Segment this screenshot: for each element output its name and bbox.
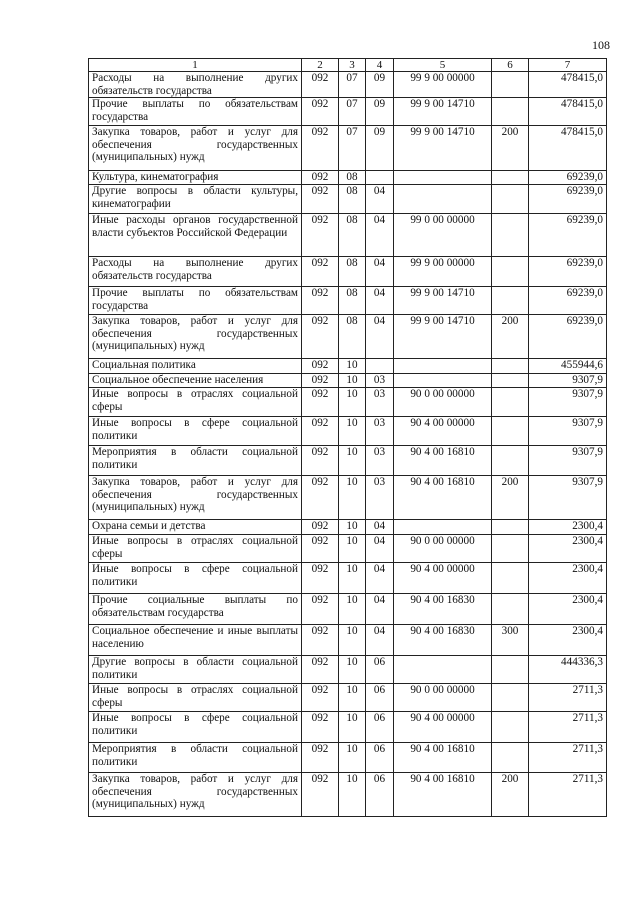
header-cell-4: 4: [366, 59, 394, 72]
row-pr-cell: 04: [366, 625, 394, 656]
row-vr-cell: [492, 535, 529, 563]
row-csr-cell: 90 4 00 16830: [394, 625, 492, 656]
table-body: [89, 72, 607, 817]
row-sum-cell: 69239,0: [529, 315, 607, 359]
table-row: [89, 625, 607, 656]
row-csr-cell: [394, 359, 492, 374]
row-ved-cell: 092: [302, 98, 339, 126]
row-name-cell: Закупка товаров, работ и услуг для обеспечения государственных (муниципальных) нужд: [89, 773, 302, 817]
row-ved-cell: 092: [302, 171, 339, 185]
row-vr-cell: 200: [492, 773, 529, 817]
row-rz-cell: 10: [339, 743, 366, 773]
row-csr-cell: 99 9 00 14710: [394, 287, 492, 315]
row-vr-cell: [492, 563, 529, 594]
row-pr-cell: 04: [366, 563, 394, 594]
row-rz-cell: 08: [339, 171, 366, 185]
header-cell-6: 6: [492, 59, 529, 72]
row-ved-cell: 092: [302, 684, 339, 712]
budget-table: [88, 58, 607, 817]
row-sum-cell: 2300,4: [529, 594, 607, 625]
row-pr-cell: 03: [366, 476, 394, 520]
row-pr-cell: 04: [366, 185, 394, 214]
table-row: [89, 712, 607, 743]
row-vr-cell: [492, 359, 529, 374]
row-name-cell: Социальная политика: [89, 359, 302, 374]
row-name-cell: Социальное обеспечение и иные выплаты населению: [89, 625, 302, 656]
row-rz-cell: 10: [339, 476, 366, 520]
row-name-cell: Другие вопросы в области культуры, кинематографии: [89, 185, 302, 214]
row-pr-cell: 09: [366, 72, 394, 98]
row-vr-cell: [492, 171, 529, 185]
row-csr-cell: [394, 520, 492, 535]
row-pr-cell: 04: [366, 257, 394, 287]
row-sum-cell: 69239,0: [529, 257, 607, 287]
row-vr-cell: [492, 388, 529, 417]
row-ved-cell: 092: [302, 287, 339, 315]
row-sum-cell: 69239,0: [529, 185, 607, 214]
table-row: [89, 656, 607, 684]
row-pr-cell: 04: [366, 287, 394, 315]
row-pr-cell: 06: [366, 712, 394, 743]
table-row: [89, 171, 607, 185]
row-vr-cell: [492, 374, 529, 388]
row-sum-cell: 478415,0: [529, 72, 607, 98]
row-rz-cell: 10: [339, 684, 366, 712]
row-csr-cell: 90 4 00 00000: [394, 417, 492, 446]
table-row: [89, 476, 607, 520]
row-vr-cell: [492, 684, 529, 712]
row-rz-cell: 10: [339, 712, 366, 743]
row-rz-cell: 10: [339, 446, 366, 476]
row-name-cell: Иные вопросы в отраслях социальной сферы: [89, 684, 302, 712]
row-name-cell: Иные расходы органов государственной власти субъектов Российской Федерации: [89, 214, 302, 257]
table-row: [89, 446, 607, 476]
row-ved-cell: 092: [302, 388, 339, 417]
row-csr-cell: [394, 185, 492, 214]
row-sum-cell: 9307,9: [529, 446, 607, 476]
row-csr-cell: 90 4 00 16810: [394, 773, 492, 817]
row-name-cell: Мероприятия в области социальной политики: [89, 446, 302, 476]
row-pr-cell: 06: [366, 743, 394, 773]
header-cell-3: 3: [339, 59, 366, 72]
row-vr-cell: 300: [492, 625, 529, 656]
header-cell-2: 2: [302, 59, 339, 72]
row-sum-cell: 69239,0: [529, 287, 607, 315]
row-pr-cell: 03: [366, 446, 394, 476]
row-csr-cell: 99 9 00 14710: [394, 98, 492, 126]
table-row: [89, 287, 607, 315]
row-csr-cell: 90 0 00 00000: [394, 684, 492, 712]
row-name-cell: Иные вопросы в отраслях социальной сферы: [89, 388, 302, 417]
row-rz-cell: 08: [339, 185, 366, 214]
table-row: [89, 315, 607, 359]
row-vr-cell: [492, 287, 529, 315]
row-name-cell: Иные вопросы в сфере социальной политики: [89, 712, 302, 743]
row-vr-cell: [492, 185, 529, 214]
row-ved-cell: 092: [302, 535, 339, 563]
row-csr-cell: 90 0 00 00000: [394, 535, 492, 563]
row-pr-cell: 03: [366, 388, 394, 417]
row-pr-cell: [366, 359, 394, 374]
row-sum-cell: 2711,3: [529, 684, 607, 712]
row-rz-cell: 10: [339, 388, 366, 417]
row-sum-cell: 478415,0: [529, 98, 607, 126]
header-cell-7: 7: [529, 59, 607, 72]
row-ved-cell: 092: [302, 476, 339, 520]
row-csr-cell: 99 9 00 14710: [394, 126, 492, 171]
header-cell-5: 5: [394, 59, 492, 72]
row-name-cell: Расходы на выполнение других обязательств государства: [89, 257, 302, 287]
row-sum-cell: 2300,4: [529, 625, 607, 656]
header-row: [89, 59, 607, 72]
row-name-cell: Иные вопросы в сфере социальной политики: [89, 417, 302, 446]
row-sum-cell: 455944,6: [529, 359, 607, 374]
row-vr-cell: [492, 743, 529, 773]
row-ved-cell: 092: [302, 594, 339, 625]
row-rz-cell: 10: [339, 374, 366, 388]
table-row: [89, 72, 607, 98]
row-rz-cell: 10: [339, 656, 366, 684]
row-rz-cell: 08: [339, 257, 366, 287]
row-rz-cell: 08: [339, 214, 366, 257]
row-rz-cell: 07: [339, 126, 366, 171]
row-csr-cell: 99 0 00 00000: [394, 214, 492, 257]
table-row: [89, 563, 607, 594]
row-sum-cell: 9307,9: [529, 476, 607, 520]
row-csr-cell: 99 9 00 14710: [394, 315, 492, 359]
row-pr-cell: 04: [366, 535, 394, 563]
row-ved-cell: 092: [302, 625, 339, 656]
row-vr-cell: [492, 257, 529, 287]
table-row: [89, 257, 607, 287]
table-row: [89, 388, 607, 417]
row-vr-cell: [492, 712, 529, 743]
row-vr-cell: 200: [492, 126, 529, 171]
row-ved-cell: 092: [302, 446, 339, 476]
row-sum-cell: 9307,9: [529, 388, 607, 417]
table-row: [89, 743, 607, 773]
row-vr-cell: 200: [492, 315, 529, 359]
row-rz-cell: 10: [339, 417, 366, 446]
row-name-cell: Иные вопросы в отраслях социальной сферы: [89, 535, 302, 563]
row-sum-cell: 69239,0: [529, 214, 607, 257]
row-sum-cell: 9307,9: [529, 374, 607, 388]
table-row: [89, 359, 607, 374]
row-csr-cell: 90 4 00 16810: [394, 743, 492, 773]
row-pr-cell: 06: [366, 773, 394, 817]
row-csr-cell: [394, 374, 492, 388]
row-pr-cell: 06: [366, 656, 394, 684]
row-ved-cell: 092: [302, 417, 339, 446]
row-rz-cell: 10: [339, 773, 366, 817]
row-vr-cell: [492, 520, 529, 535]
row-sum-cell: 2711,3: [529, 712, 607, 743]
row-rz-cell: 07: [339, 98, 366, 126]
row-csr-cell: 90 0 00 00000: [394, 388, 492, 417]
row-vr-cell: 200: [492, 476, 529, 520]
row-csr-cell: 90 4 00 16810: [394, 476, 492, 520]
table-row: [89, 684, 607, 712]
row-pr-cell: 04: [366, 315, 394, 359]
row-csr-cell: 90 4 00 00000: [394, 563, 492, 594]
row-name-cell: Социальное обеспечение населения: [89, 374, 302, 388]
table-row: [89, 520, 607, 535]
row-name-cell: Прочие выплаты по обязательствам государства: [89, 287, 302, 315]
row-sum-cell: 2300,4: [529, 520, 607, 535]
row-name-cell: Закупка товаров, работ и услуг для обеспечения государственных (муниципальных) нужд: [89, 476, 302, 520]
row-ved-cell: 092: [302, 374, 339, 388]
row-csr-cell: 99 9 00 00000: [394, 257, 492, 287]
row-ved-cell: 092: [302, 185, 339, 214]
row-vr-cell: [492, 72, 529, 98]
row-name-cell: Иные вопросы в сфере социальной политики: [89, 563, 302, 594]
row-sum-cell: 2300,4: [529, 535, 607, 563]
table-row: [89, 535, 607, 563]
table-row: [89, 594, 607, 625]
row-csr-cell: 90 4 00 00000: [394, 712, 492, 743]
row-ved-cell: 092: [302, 126, 339, 171]
row-pr-cell: [366, 171, 394, 185]
row-vr-cell: [492, 656, 529, 684]
row-rz-cell: 10: [339, 535, 366, 563]
row-pr-cell: 03: [366, 374, 394, 388]
table-row: [89, 417, 607, 446]
row-pr-cell: 06: [366, 684, 394, 712]
row-vr-cell: [492, 98, 529, 126]
header-cell-1: 1: [89, 59, 302, 72]
row-name-cell: Другие вопросы в области социальной политики: [89, 656, 302, 684]
row-ved-cell: 092: [302, 214, 339, 257]
row-name-cell: Мероприятия в области социальной политики: [89, 743, 302, 773]
row-name-cell: Расходы на выполнение других обязательств государства: [89, 72, 302, 98]
row-rz-cell: 10: [339, 359, 366, 374]
row-csr-cell: 99 9 00 00000: [394, 72, 492, 98]
row-sum-cell: 2300,4: [529, 563, 607, 594]
row-rz-cell: 10: [339, 625, 366, 656]
row-pr-cell: 04: [366, 520, 394, 535]
table-row: [89, 374, 607, 388]
row-pr-cell: 09: [366, 126, 394, 171]
row-sum-cell: 2711,3: [529, 773, 607, 817]
row-pr-cell: 04: [366, 214, 394, 257]
row-pr-cell: 04: [366, 594, 394, 625]
table-row: [89, 185, 607, 214]
row-csr-cell: [394, 656, 492, 684]
row-rz-cell: 08: [339, 287, 366, 315]
table-row: [89, 126, 607, 171]
row-name-cell: Закупка товаров, работ и услуг для обеспечения государственных (муниципальных) нужд: [89, 315, 302, 359]
row-ved-cell: 092: [302, 656, 339, 684]
row-ved-cell: 092: [302, 315, 339, 359]
row-ved-cell: 092: [302, 72, 339, 98]
row-name-cell: Охрана семьи и детства: [89, 520, 302, 535]
row-sum-cell: 69239,0: [529, 171, 607, 185]
row-sum-cell: 9307,9: [529, 417, 607, 446]
row-vr-cell: [492, 214, 529, 257]
row-vr-cell: [492, 594, 529, 625]
table-row: [89, 214, 607, 257]
row-vr-cell: [492, 417, 529, 446]
row-rz-cell: 10: [339, 563, 366, 594]
row-pr-cell: 03: [366, 417, 394, 446]
row-ved-cell: 092: [302, 712, 339, 743]
row-name-cell: Прочие социальные выплаты по обязательствам государства: [89, 594, 302, 625]
row-ved-cell: 092: [302, 359, 339, 374]
row-csr-cell: [394, 171, 492, 185]
row-name-cell: Культура, кинематография: [89, 171, 302, 185]
table-row: [89, 773, 607, 817]
row-sum-cell: 444336,3: [529, 656, 607, 684]
row-sum-cell: 478415,0: [529, 126, 607, 171]
row-vr-cell: [492, 446, 529, 476]
row-pr-cell: 09: [366, 98, 394, 126]
row-ved-cell: 092: [302, 257, 339, 287]
row-ved-cell: 092: [302, 520, 339, 535]
page-number: 108: [592, 38, 610, 52]
row-name-cell: Закупка товаров, работ и услуг для обеспечения государственных (муниципальных) нужд: [89, 126, 302, 171]
row-rz-cell: 10: [339, 594, 366, 625]
row-csr-cell: 90 4 00 16830: [394, 594, 492, 625]
row-name-cell: Прочие выплаты по обязательствам государства: [89, 98, 302, 126]
row-rz-cell: 07: [339, 72, 366, 98]
row-ved-cell: 092: [302, 743, 339, 773]
row-csr-cell: 90 4 00 16810: [394, 446, 492, 476]
table-row: [89, 98, 607, 126]
row-sum-cell: 2711,3: [529, 743, 607, 773]
row-ved-cell: 092: [302, 773, 339, 817]
row-ved-cell: 092: [302, 563, 339, 594]
row-rz-cell: 10: [339, 520, 366, 535]
row-rz-cell: 08: [339, 315, 366, 359]
